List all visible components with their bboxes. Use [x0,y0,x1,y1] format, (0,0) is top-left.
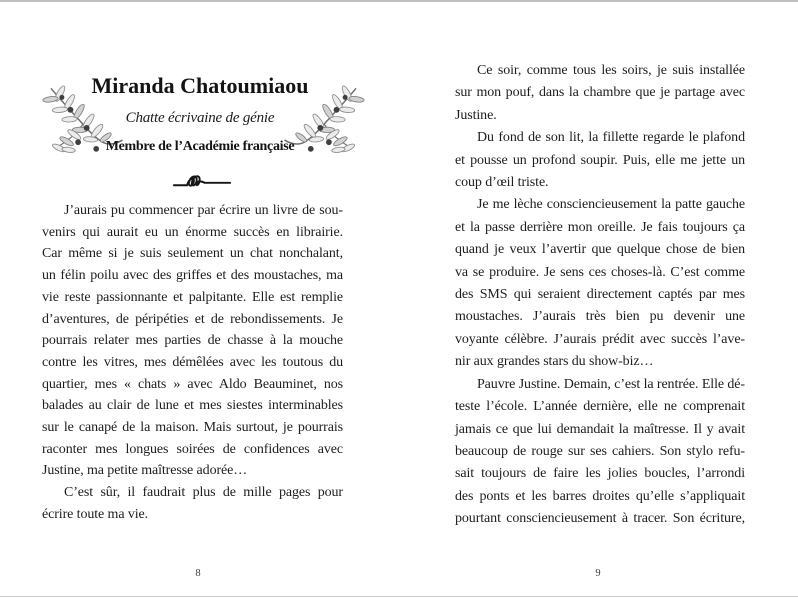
text-line: Justine, ma petite maîtresse adorée… [42,463,248,479]
text-line: un félin poilu avec des griffes et des moustaches, ma [42,268,343,284]
text-line: quand je veux l’avertir que quelque chose de bien [455,242,745,258]
text-line: raconter mes longues soirées de confidences avec [42,441,343,457]
text-line: sur mon pouf, dans la chambre que je partage avec [455,85,745,101]
text-line: Justine. [455,107,497,123]
left-page-text [42,200,343,526]
scribble-divider-icon [172,174,232,189]
text-line: sur le canapé de la maison. Mais surtout, je pourrais [42,420,343,436]
window-border-top [0,0,798,2]
text-line: balades au clair de lune et mes siestes interminables [42,398,343,414]
text-line: vie reste passionnante et palpitante. Elle est remplie [42,289,343,305]
text-line: moustaches. J’aurais très bien pu devenir une [455,309,745,325]
text-line: beaucoup de rouge sur ses cahiers. Son stylo refu- [455,443,745,459]
text-line: pourrais relater mes parties de chasse à la mouche [42,333,343,349]
text-line: sait toujours de faire les jolies boucles, l’arrondi [455,466,745,482]
text-line: et pousse un profond soupir. Puis, elle me jette un [455,152,745,168]
text-line: écrire toute ma vie. [42,506,149,522]
text-line: quartier, mes « chats » avec Aldo Beauminet, nos [42,376,343,392]
text-line: Car même si je suis seulement un chat nonchalant, [42,246,343,262]
text-line: Ce soir, comme tous les soirs, je suis installée [477,63,745,78]
text-line: venirs qui aurait eu un énorme succès en librairie. [42,224,343,240]
chapter-header [33,74,367,154]
text-line: coup d’œil triste. [455,175,549,191]
page-number-right: 9 [595,568,601,579]
author-affiliation: Membre de l’Académie française [105,139,295,154]
text-line: des ponts et les barres droites qu’elle s’appliquait [455,488,745,504]
window-border-bottom [0,596,798,597]
text-line: jamais ce que lui demandait la maîtresse. Il y avait [455,421,745,437]
text-line: J’aurais pu commencer par écrire un livre de sou- [64,203,343,218]
text-line: voyante célèbre. J’aurais prédit avec succès l’ave- [455,331,745,347]
text-line: d’aventures, de péripéties et de rebondissements. Je [42,311,343,327]
text-line: Pauvre Justine. Demain, c’est la rentrée. Elle dé- [477,376,745,392]
text-line: C’est sûr, il faudrait plus de mille pages pour [64,485,343,501]
page-number-left: 8 [195,568,201,579]
text-line: teste l’école. L’année dernière, elle ne comprenait [455,399,745,415]
text-line: et la passe derrière mon oreille. Je fais toujours ça [455,219,745,235]
text-line: des SMS qui seraient directement captés par mes [455,287,745,303]
text-line: va se produire. Je sens ces choses-là. C’est comme [455,264,745,280]
author-name: Miranda Chatoumiaou [91,73,309,98]
author-subtitle: Chatte écrivaine de génie [125,110,275,126]
text-line: Je me lèche consciencieusement la patte gauche [477,197,745,213]
text-line: Du fond de son lit, la fillette regarde le plafond [477,130,745,146]
right-page-text [455,60,745,531]
text-line: contre les vitres, mes démêlées avec les toutous du [42,354,343,370]
text-line: pourtant consciencieusement à tracer. Son écriture, [455,511,745,527]
text-line: nir aux grandes stars du show-biz… [455,354,654,370]
